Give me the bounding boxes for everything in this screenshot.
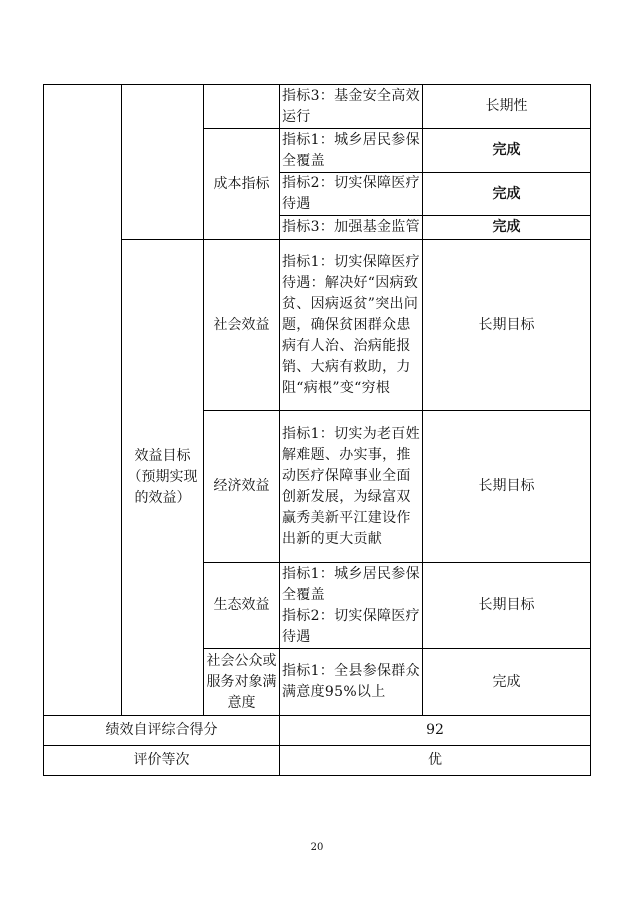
fund-safety-indicator: 指标3：基金安全高效运行 bbox=[280, 85, 423, 129]
cost-indicator-1: 指标1：城乡居民参保全覆盖 bbox=[280, 129, 423, 173]
table-row bbox=[44, 85, 591, 129]
fund-safety-value: 长期性 bbox=[423, 85, 591, 129]
social-benefit-indicator: 指标1：切实保障医疗待遇：解决好“因病致贫、因病返贫”突出问题，确保贫困群众患病有人治、治病能报销、大病有救助，力阻“病根”变“穷根 bbox=[280, 240, 423, 411]
social-benefit-value: 长期目标 bbox=[423, 240, 591, 411]
ecological-benefit-label: 生态效益 bbox=[204, 563, 280, 649]
cost-value-2: 完成 bbox=[423, 173, 591, 216]
ecological-benefit-indicators bbox=[280, 563, 423, 649]
cost-indicator-3: 指标3：加强基金监管 bbox=[280, 216, 423, 240]
economic-benefit-indicator: 指标1：切实为老百姓解难题、办实事，推动医疗保障事业全面创新发展，为绿富双赢秀美新平江建设作出新的更大贡献 bbox=[280, 411, 423, 563]
grade-label: 评价等次 bbox=[44, 746, 280, 776]
performance-evaluation-table bbox=[43, 84, 591, 776]
economic-benefit-value: 长期目标 bbox=[423, 411, 591, 563]
grade-value: 优 bbox=[280, 746, 591, 776]
cost-value-3: 完成 bbox=[423, 216, 591, 240]
level3-blank-cell bbox=[204, 85, 280, 129]
score-label: 绩效自评综合得分 bbox=[44, 716, 280, 746]
economic-benefit-label: 经济效益 bbox=[204, 411, 280, 563]
page-number: 20 bbox=[310, 842, 324, 853]
score-value: 92 bbox=[280, 716, 591, 746]
table-row bbox=[44, 716, 591, 746]
table-row bbox=[44, 240, 591, 411]
table-row bbox=[44, 746, 591, 776]
satisfaction-indicator: 指标1：全县参保群众满意度95%以上 bbox=[280, 649, 423, 716]
cost-value-1: 完成 bbox=[423, 129, 591, 173]
cost-indicator-label: 成本指标 bbox=[204, 129, 280, 240]
level1-blank-cell bbox=[44, 85, 122, 716]
satisfaction-label: 社会公众或服务对象满意度 bbox=[204, 649, 280, 716]
level2-blank-cell bbox=[122, 85, 204, 240]
social-benefit-label: 社会效益 bbox=[204, 240, 280, 411]
ecological-indicator-2: 指标2：切实保障医疗待遇 bbox=[282, 607, 420, 645]
benefit-target-label: 效益目标（预期实现的效益） bbox=[122, 240, 204, 716]
cost-indicator-2: 指标2：切实保障医疗待遇 bbox=[280, 173, 423, 216]
ecological-indicator-1: 指标1：城乡居民参保全覆盖 bbox=[282, 565, 420, 603]
satisfaction-value: 完成 bbox=[423, 649, 591, 716]
ecological-benefit-value: 长期目标 bbox=[423, 563, 591, 649]
